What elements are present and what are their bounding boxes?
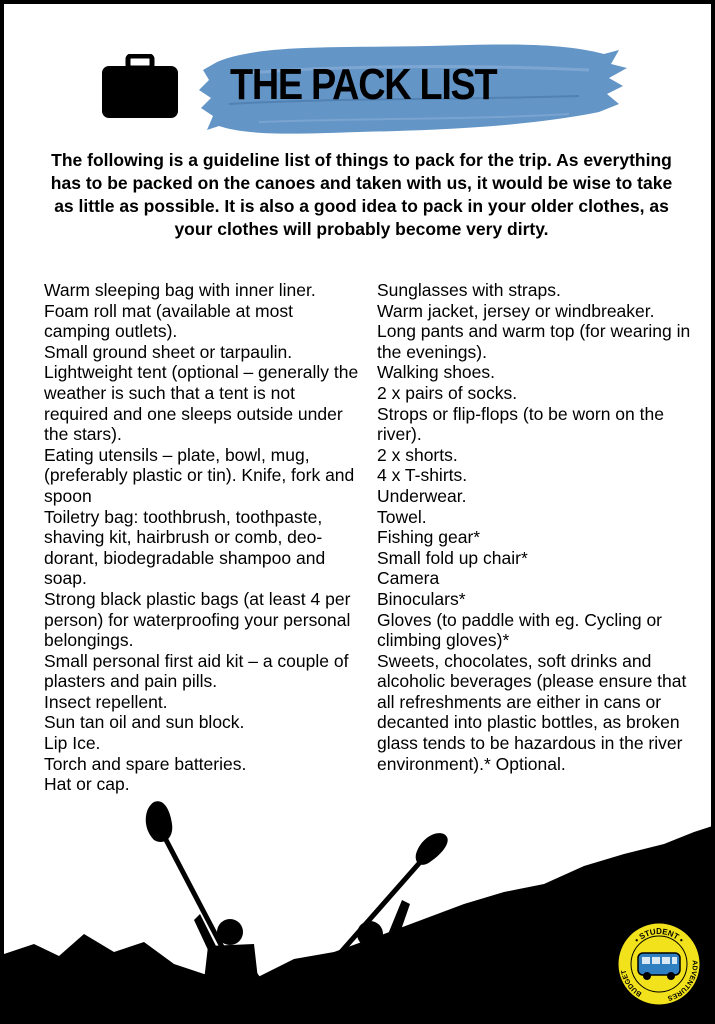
suitcase-icon [100,54,180,120]
left-item-list [44,280,362,795]
list-item: Binoculars* [377,588,466,609]
list-item: Lip Ice. [44,733,101,754]
list-item: Gloves (to paddle with eg. Cycling or climbing gloves)* [377,609,662,651]
logo-left-text: BUDGET [620,969,644,998]
canoe-silhouette-scene [4,784,715,1024]
list-item: Strong black plastic bags (at least 4 per person) for waterproofing your personal belongings. [44,588,351,651]
list-item: Lightweight tent (optional – generally the weather is such that a tent is not required and one sleeps outside under the stars). [44,362,359,445]
list-item: Warm jacket, jersey or windbreaker. [377,300,655,321]
list-item: Hat or cap. [44,774,130,795]
list-item: Towel. [377,506,427,527]
right-item-list [377,280,692,774]
list-item: Small personal first aid kit – a couple of plasters and pain pills. [44,650,349,692]
list-item: Long pants and warm top (for wearing in the evenings). [377,321,691,362]
list-item: Insect repellent. [44,691,168,712]
list-item: Toiletry bag: toothbrush, toothpaste, shaving kit, hairbrush or comb, deo-dorant, biodegradable shampoo and soap. [44,506,326,589]
list-item: Underwear. [377,485,467,506]
list-item: Walking shoes. [377,362,496,383]
list-item: 2 x pairs of socks. [377,382,518,403]
list-item: Warm sleeping bag with inner liner. [44,280,316,300]
list-item: Sweets, chocolates, soft drinks and alcoholic beverages (please ensure that all refreshments are either in cans or decanted into plastic bottles, as broken glass tends to be hazardous in the river environment).* Optional. [377,650,687,774]
list-item: Torch and spare batteries. [44,753,247,774]
list-item: 4 x T-shirts. [377,465,468,486]
logo-top-text: • STUDENT • [632,927,686,945]
intro-paragraph: The following is a guideline list of things to pack for the trip. As everything has to be packed on the canoes and taken with us, it would be wise to take as little as possible. It is also a good idea to pack in your older clothes, as your clothes will probably become very dirty. [50,150,673,239]
list-item: Camera [377,568,440,589]
list-item: Small ground sheet or tarpaulin. [44,341,293,362]
budget-student-adventures-logo [614,919,704,1009]
list-item: Strops or flip-flops (to be worn on the river). [377,403,664,445]
page-title: THE PACK LIST [230,60,497,109]
list-item: Fishing gear* [377,527,481,548]
list-item: Sun tan oil and sun block. [44,712,245,733]
list-item: Foam roll mat (available at most camping outlets). [44,300,293,342]
list-item: Small fold up chair* [377,547,528,568]
list-item: 2 x shorts. [377,444,458,465]
logo-right-text: ADVENTURES [666,959,698,1002]
list-item: Sunglasses with straps. [377,280,561,300]
list-item: Eating utensils – plate, bowl, mug, (preferably plastic or tin). Knife, fork and spoon [44,444,355,506]
header [4,24,715,144]
